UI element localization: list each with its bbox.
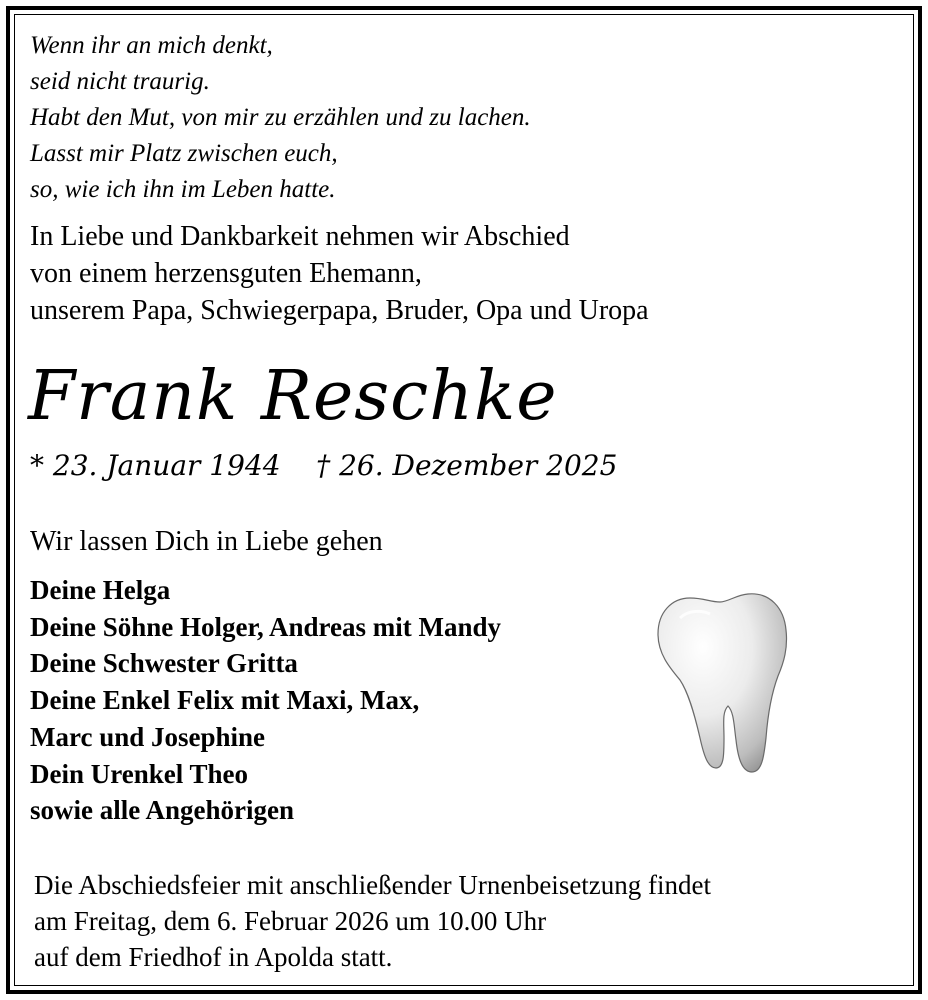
death-date: † 26. Dezember 2025 <box>316 449 618 482</box>
mourner-line: sowie alle Angehörigen <box>30 795 294 826</box>
intro-text <box>30 218 649 329</box>
mourner-line: Deine Helga <box>30 575 171 605</box>
tooth-icon <box>650 588 792 774</box>
mourner-line: Deine Söhne Holger, Andreas mit Mandy <box>30 611 502 642</box>
poem-line: Habt den Mut, von mir zu erzählen und zu lachen. <box>30 104 531 131</box>
mourner-line: Deine Schwester Gritta <box>30 648 298 679</box>
mourner-line: Dein Urenkel Theo <box>30 758 249 789</box>
deceased-name: Frank Reschke <box>28 357 558 436</box>
poem-line: so, wie ich ihn im Leben hatte. <box>30 176 336 203</box>
ceremony-line: am Freitag, dem 6. Februar 2026 um 10.00 Uhr <box>34 906 547 936</box>
poem-line: seid nicht traurig. <box>30 68 210 95</box>
poem <box>30 28 531 208</box>
intro-line: unserem Papa, Schwiegerpapa, Bruder, Opa und Uropa <box>30 295 649 326</box>
life-dates <box>30 446 617 486</box>
poem-line: Wenn ihr an mich denkt, <box>30 32 273 59</box>
ceremony-line: Die Abschiedsfeier mit anschließender Urnenbeisetzung findet <box>34 870 712 900</box>
intro-line: von einem herzensguten Ehemann, <box>30 258 422 289</box>
mourner-line: Deine Enkel Felix mit Maxi, Max, <box>30 685 420 716</box>
mourner-line: Marc und Josephine <box>30 721 266 752</box>
mourners-list <box>30 572 501 829</box>
birth-date: * 23. Januar 1944 <box>30 449 281 482</box>
ceremony-info <box>34 867 711 975</box>
farewell-text: Wir lassen Dich in Liebe gehen <box>30 526 383 557</box>
ceremony-line: auf dem Friedhof in Apolda statt. <box>34 942 393 972</box>
intro-line: In Liebe und Dankbarkeit nehmen wir Abschied <box>30 221 570 252</box>
poem-line: Lasst mir Platz zwischen euch, <box>30 140 338 167</box>
